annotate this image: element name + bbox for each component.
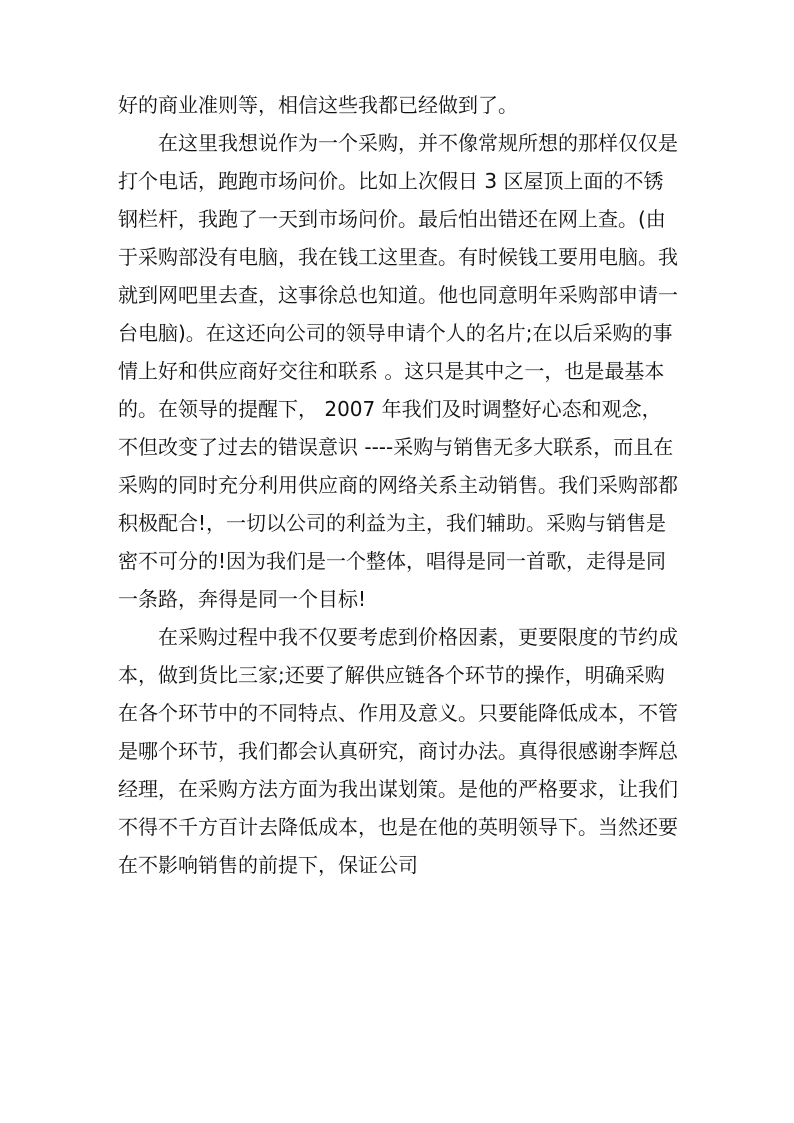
document-body	[118, 86, 678, 884]
paragraph-continuation: 好的商业准则等，相信这些我都已经做到了。	[118, 93, 518, 117]
paragraph-cost-reduction: 在采购过程中我不仅要考虑到价格因素，更要限度的节约成本，做到货比三家;还要了解供应链各个环节的操作，明确采购在各个环节中的不同特点、作用及意义。只要能降低成本，不管是哪个环节，我们都会认真研究，商讨办法。真得很感谢李辉总经理，在采购方法方面为我出谋划策。是他的严格要求，让我们不得不千方百计去降低成本，也是在他的英明领导下。当然还要在不影响销售的前提下，保证公司	[118, 625, 678, 877]
paragraph-procurement-role: 在这里我想说作为一个采购，并不像常规所想的那样仅仅是打个电话，跑跑市场问价。比如上次假日 3 区屋顶上面的不锈钢栏杆，我跑了一天到市场问价。最后怕出错还在网上查。(由于采购部没有电脑，我在钱工这里查。有时候钱工要用电脑。我就到网吧里去查，这事徐总也知道。他也同意明年采购部申请一台电脑)。在这还向公司的领导申请个人的名片;在以后采购的事情上好和供应商好交往和联系 。这只是其中之一，也是最基本的。在领导的提醒下， 2007 年我们及时调整好心态和观念，不但改变了过去的错误意识 ----采购与销售无多大联系，而且在采购的同时充分利用供应商的网络关系主动销售。我们采购部都积极配合!，一切以公司的利益为主，我们辅助。采购与销售是密不可分的!因为我们是一个整体，唱得是同一首歌，走得是同一条路，奔得是同一个目标!	[118, 131, 678, 611]
